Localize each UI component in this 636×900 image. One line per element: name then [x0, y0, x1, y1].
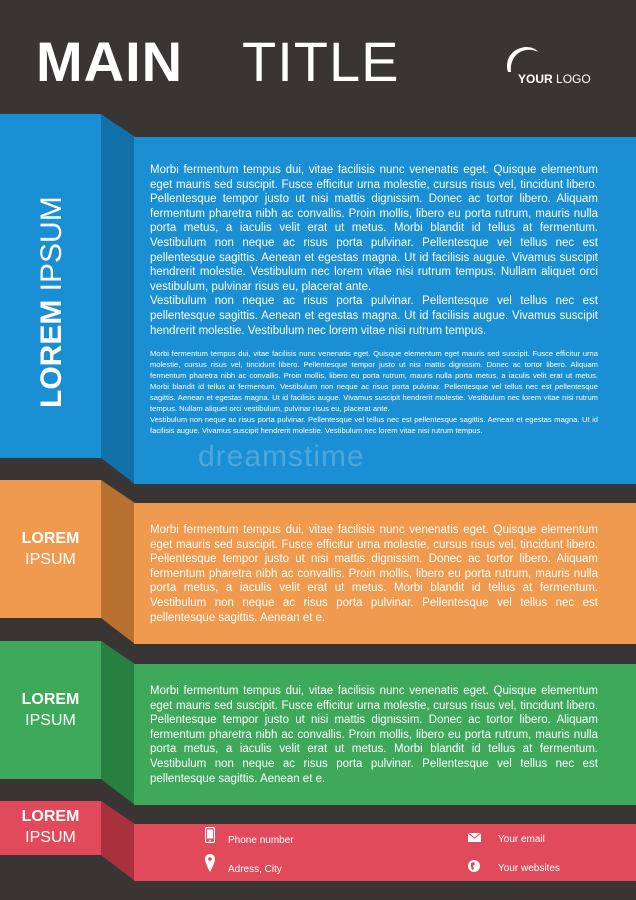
green-section-label	[0, 689, 101, 731]
red-panel	[134, 824, 636, 881]
phone-icon	[205, 827, 215, 843]
email-text[interactable]: Your email	[498, 834, 545, 845]
green-panel	[134, 664, 636, 805]
address-text: Adress, City	[228, 864, 282, 875]
red-fold	[101, 801, 135, 881]
blue-paragraph-large-1: Morbi fermentum tempus dui, vitae facilisis nunc venenatis eget. Quisque elementum eget mauris sed suscipit. Fusce efficitur urna molestie, cursus risus vel, tincidunt libero. Pellentesque tempor justo ut nisi mattis dignissim. Donec ac tortor libero. Aliquam fermentum pharetra nibh ac convallis. Proin mollis, libero eu porta rutrum, mauris nulla porta metus, a iaculis velit erat ut metus. Morbi blandit id tellus at fermentum. Vestibulum non neque ac risus porta pulvinar. Pellentesque vel tellus nec est pellentesque sagittis. Aenean et egestas magna. Ut id facilisis augue. Vivamus suscipit hendrerit molestie. Vestibulum nec lorem vitae nisi rutrum tempus. Nullam aliquet orci vestibulum, pulvinar risus eu, placerat ante.	[150, 164, 598, 293]
blue-paragraph-small-2: Vestibulum non neque ac risus porta pulvinar. Pellentesque vel tellus nec est pellentesque sagittis. Aenean et egestas magna. Ut id facilisis augue. Vivamus suscipit hendrerit molestie. Vestibulum nec lorem vitae nisi rutrum tempus.	[150, 415, 598, 436]
blue-label-light: IPSUM	[35, 196, 68, 292]
red-label-light: IPSUM	[25, 829, 76, 846]
map-pin-icon	[205, 854, 215, 872]
watermark: dreamstime	[198, 440, 365, 473]
red-section-label	[0, 806, 101, 848]
orange-label-light: IPSUM	[25, 551, 76, 568]
main-title-light: TITLE	[242, 30, 400, 93]
globe-icon	[468, 860, 480, 872]
phone-text: Phone number	[228, 835, 294, 846]
green-paragraph: Morbi fermentum tempus dui, vitae facilisis nunc venenatis eget. Quisque elementum eget mauris sed suscipit. Fusce efficitur urna molestie, cursus risus vel, tincidunt libero. Pellentesque tempor justo ut nisi mattis dignissim. Donec ac tortor libero. Aliquam fermentum pharetra nibh ac convallis. Proin mollis, libero eu porta rutrum, mauris nulla porta metus, a iaculis velit erat ut metus. Morbi blandit id tellus at fermentum. Vestibulum non neque ac risus porta pulvinar. Pellentesque vel tellus nec est pellentesque sagittis. Aenean et e.	[150, 685, 598, 785]
orange-tab	[0, 480, 101, 618]
green-tab	[0, 641, 101, 779]
green-label-light: IPSUM	[25, 712, 76, 729]
blue-panel	[134, 137, 636, 484]
blue-label-bold: LOREM	[35, 299, 68, 408]
green-fold	[101, 641, 135, 805]
orange-section-label	[0, 528, 101, 570]
main-title-bold: MAIN	[36, 30, 184, 93]
orange-paragraph: Morbi fermentum tempus dui, vitae facilisis nunc venenatis eget. Quisque elementum eget mauris sed suscipit. Fusce efficitur urna molestie, cursus risus vel, tincidunt libero. Pellentesque tempor justo ut nisi mattis dignissim. Donec ac tortor libero. Aliquam fermentum pharetra nibh ac convallis. Proin mollis, libero eu porta rutrum, mauris nulla porta metus, a iaculis velit erat ut metus. Morbi blandit id tellus at fermentum. Vestibulum non neque ac risus porta pulvinar. Pellentesque vel tellus nec est pellentesque sagittis. Aenean et e.	[150, 524, 598, 624]
orange-fold	[101, 480, 135, 644]
orange-panel	[134, 503, 636, 644]
red-tab	[0, 801, 101, 855]
green-label-bold: LOREM	[21, 691, 80, 708]
header	[0, 0, 636, 112]
website-text[interactable]: Your websites	[498, 863, 560, 874]
orange-label-bold: LOREM	[21, 530, 80, 547]
blue-fold	[101, 114, 135, 484]
blue-section-label	[36, 196, 68, 408]
logo-text-bold: YOUR	[518, 72, 553, 86]
logo-text-light: LOGO	[556, 72, 591, 86]
red-label-bold: LOREM	[21, 808, 80, 825]
logo	[502, 44, 602, 88]
envelope-icon	[468, 833, 481, 842]
blue-paragraph-small-1: Morbi fermentum tempus dui, vitae facilisis nunc venenatis eget. Quisque elementum eget mauris sed suscipit. Fusce efficitur urna molestie, cursus risus vel, tincidunt libero. Pellentesque tempor justo ut nisi mattis dignissim. Donec ac tortor libero. Aliquam fermentum pharetra nibh ac convallis. Proin mollis, libero eu porta rutrum, mauris nulla porta metus, a iaculis velit erat ut metus. Morbi blandit id tellus at fermentum. Vestibulum non neque ac risus porta pulvinar. Pellentesque vel tellus nec est pellentesque sagittis. Aenean et egestas magna. Ut id facilisis augue. Vivamus suscipit hendrerit molestie. Vestibulum nec lorem vitae nisi rutrum tempus. Nullam aliquet orci vestibulum, pulvinar risus eu, placerat ante.	[150, 349, 598, 414]
blue-paragraph-large-2: Vestibulum non neque ac risus porta pulvinar. Pellentesque vel tellus nec est pellentesque sagittis. Aenean et egestas magna. Ut id facilisis augue. Vivamus suscipit hendrerit molestie. Vestibulum nec lorem vitae nisi rutrum tempus.	[150, 295, 598, 337]
